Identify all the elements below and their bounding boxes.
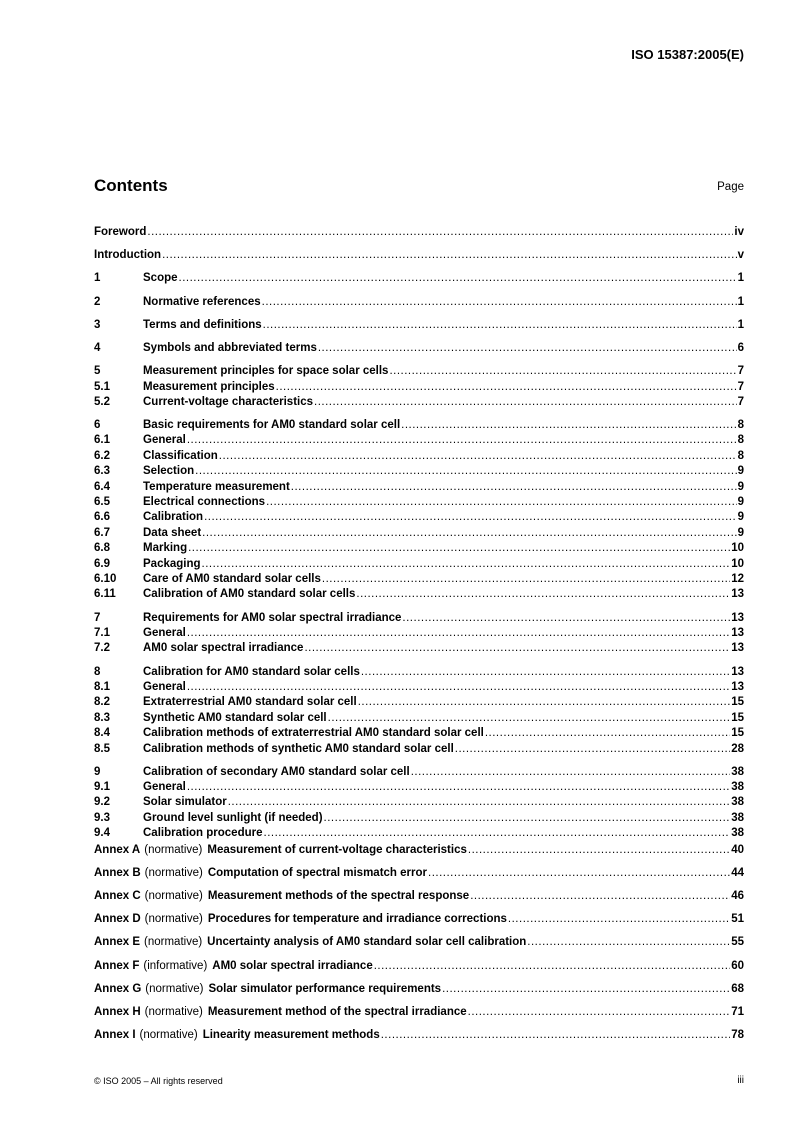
toc-entry-title: Calibration for AM0 standard solar cells bbox=[143, 665, 360, 678]
toc-entry-title: Measurement principles bbox=[143, 380, 275, 393]
toc-entry[interactable] bbox=[94, 318, 744, 333]
toc-entry[interactable] bbox=[94, 711, 744, 726]
annex-label: Annex D bbox=[94, 913, 141, 926]
dot-leader bbox=[389, 364, 736, 379]
annex-type: (normative) bbox=[144, 843, 203, 856]
toc-entry-page: 38 bbox=[731, 827, 744, 840]
toc-annex-entry[interactable] bbox=[94, 1028, 744, 1043]
dot-leader bbox=[219, 449, 737, 464]
annex-label: Annex E bbox=[94, 936, 141, 949]
toc-entry-title: AM0 solar spectral irradiance bbox=[143, 642, 304, 655]
toc-entry-title: Terms and definitions bbox=[143, 318, 262, 331]
dot-leader bbox=[179, 271, 737, 286]
toc-annex-entry[interactable] bbox=[94, 889, 744, 904]
toc-entry[interactable] bbox=[94, 765, 744, 780]
document-id: ISO 15387:2005(E) bbox=[631, 47, 744, 62]
annex-page: 71 bbox=[731, 1005, 744, 1018]
dot-leader bbox=[527, 935, 730, 950]
toc-annex-entry[interactable] bbox=[94, 959, 744, 974]
annex-page: 68 bbox=[731, 982, 744, 995]
dot-leader bbox=[428, 866, 730, 881]
toc-entry-page: 8 bbox=[737, 419, 744, 432]
annex-title: Computation of spectral mismatch error bbox=[207, 866, 427, 879]
dot-leader bbox=[264, 826, 731, 841]
dot-leader bbox=[187, 780, 730, 795]
toc-entry-number: 9.4 bbox=[94, 827, 110, 840]
dot-leader bbox=[442, 982, 730, 997]
toc-entry-title: Requirements for AM0 solar spectral irradiance bbox=[143, 611, 402, 624]
toc-entry-number: 9.1 bbox=[94, 781, 110, 794]
toc-entry[interactable] bbox=[94, 780, 744, 795]
annex-title: Procedures for temperature and irradiance corrections bbox=[207, 913, 507, 926]
toc-entry-page: 38 bbox=[731, 796, 744, 809]
dot-leader bbox=[470, 889, 730, 904]
toc-entry-number: 6.5 bbox=[94, 496, 110, 509]
dot-leader bbox=[187, 433, 737, 448]
toc-entry[interactable] bbox=[94, 742, 744, 757]
toc-entry[interactable] bbox=[94, 572, 744, 587]
toc-entry-page: 9 bbox=[737, 511, 744, 524]
toc-entry[interactable] bbox=[94, 695, 744, 710]
dot-leader bbox=[204, 510, 737, 525]
annex-type: (informative) bbox=[143, 959, 208, 972]
toc-entry-title: Normative references bbox=[143, 295, 261, 308]
toc-annex-entry[interactable] bbox=[94, 1005, 744, 1020]
toc-entry-page: iv bbox=[734, 226, 744, 238]
annex-title: Linearity measurement methods bbox=[202, 1029, 380, 1042]
toc-entry-title: Symbols and abbreviated terms bbox=[143, 341, 317, 354]
toc-entry-number: 6.6 bbox=[94, 511, 110, 524]
annex-title: Measurement method of the spectral irradiance bbox=[207, 1005, 467, 1018]
annex-label: Annex A bbox=[94, 843, 141, 856]
annex-page: 55 bbox=[731, 936, 744, 949]
toc-entry-page: 9 bbox=[737, 480, 744, 493]
dot-leader bbox=[188, 541, 730, 556]
toc-entry-number: 6.7 bbox=[94, 526, 110, 539]
toc-entry-title: Classification bbox=[143, 449, 218, 462]
toc-entry-page: 15 bbox=[731, 727, 744, 740]
toc-entry-title: Selection bbox=[143, 465, 195, 478]
toc-entry[interactable] bbox=[94, 641, 744, 656]
toc-entry-title: Calibration bbox=[143, 511, 204, 524]
toc-entry-title: General bbox=[143, 781, 186, 794]
annex-page: 46 bbox=[731, 890, 744, 903]
toc-entry-title: Calibration of AM0 standard solar cells bbox=[143, 588, 356, 601]
toc-entry-title: Data sheet bbox=[143, 526, 202, 539]
dot-leader bbox=[455, 742, 730, 757]
annex-label: Annex I bbox=[94, 1029, 136, 1042]
dot-leader bbox=[374, 959, 730, 974]
toc-entry-title: Calibration methods of synthetic AM0 standard solar cell bbox=[143, 742, 454, 755]
toc-entry-number: 8.4 bbox=[94, 727, 110, 740]
toc-entry-title: Introduction bbox=[94, 249, 162, 262]
toc-entry-number: 7.2 bbox=[94, 642, 110, 655]
toc-entry-page: 38 bbox=[731, 765, 744, 778]
toc-entry[interactable] bbox=[94, 587, 744, 602]
dot-leader bbox=[328, 711, 731, 726]
toc-entry-number: 5.2 bbox=[94, 395, 110, 408]
toc-entry-page: 13 bbox=[731, 626, 744, 639]
toc-entry-page: 38 bbox=[731, 781, 744, 794]
dot-leader bbox=[401, 418, 736, 433]
toc-entry[interactable] bbox=[94, 248, 744, 263]
toc-entry[interactable] bbox=[94, 380, 744, 395]
toc-entry[interactable] bbox=[94, 795, 744, 810]
toc-entry-number: 3 bbox=[94, 318, 101, 331]
toc-entry-number: 6.11 bbox=[94, 588, 116, 601]
dot-leader bbox=[402, 611, 730, 626]
toc-entry-number: 6.4 bbox=[94, 480, 110, 493]
dot-leader bbox=[356, 587, 730, 602]
toc-entry[interactable] bbox=[94, 611, 744, 626]
toc-entry-number: 6.9 bbox=[94, 557, 110, 570]
toc-entry-number: 6.3 bbox=[94, 465, 110, 478]
toc-entry-title: Calibration of secondary AM0 standard solar cell bbox=[143, 765, 410, 778]
toc-entry-number: 7 bbox=[94, 611, 101, 624]
toc-entry-page: 7 bbox=[737, 365, 744, 378]
toc-entry-title: Extraterrestrial AM0 standard solar cell bbox=[143, 696, 357, 709]
toc-entry-title: Scope bbox=[143, 272, 178, 285]
toc-entry-page: 28 bbox=[731, 742, 744, 755]
toc-entry-page: 9 bbox=[737, 496, 744, 509]
toc-entry-page: 13 bbox=[731, 642, 744, 655]
dot-leader bbox=[322, 572, 730, 587]
dot-leader bbox=[318, 341, 737, 356]
dot-leader bbox=[381, 1028, 730, 1043]
annex-type: (normative) bbox=[144, 866, 203, 879]
dot-leader bbox=[291, 480, 737, 495]
toc-entry[interactable] bbox=[94, 557, 744, 572]
toc-entry-page: 1 bbox=[737, 295, 744, 308]
toc-entry-number: 5 bbox=[94, 365, 101, 378]
dot-leader bbox=[358, 695, 731, 710]
toc-entry-number: 6 bbox=[94, 419, 101, 432]
toc-entry-title: Temperature measurement bbox=[143, 480, 290, 493]
toc-entry-page: 13 bbox=[731, 680, 744, 693]
dot-leader bbox=[262, 295, 737, 310]
toc-entry-number: 5.1 bbox=[94, 380, 110, 393]
annex-type: (normative) bbox=[144, 936, 203, 949]
toc-entry-number: 6.2 bbox=[94, 449, 110, 462]
annex-type: (normative) bbox=[144, 1005, 203, 1018]
dot-leader bbox=[187, 680, 730, 695]
annex-title: Solar simulator performance requirements bbox=[208, 982, 442, 995]
annex-label: Annex B bbox=[94, 866, 141, 879]
dot-leader bbox=[508, 912, 730, 927]
toc-entry-title: Current-voltage characteristics bbox=[143, 395, 314, 408]
dot-leader bbox=[147, 225, 733, 240]
toc-entry-number: 8.3 bbox=[94, 711, 110, 724]
toc-entry-page: 15 bbox=[731, 696, 744, 709]
toc-entry[interactable] bbox=[94, 680, 744, 695]
dot-leader bbox=[162, 248, 737, 263]
toc-entry-title: Calibration methods of extraterrestrial AM0 standard solar cell bbox=[143, 727, 484, 740]
toc-entry-number: 4 bbox=[94, 341, 101, 354]
toc-entry[interactable] bbox=[94, 480, 744, 495]
page-number: iii bbox=[737, 1075, 744, 1086]
page-column-label: Page bbox=[717, 181, 744, 193]
dot-leader bbox=[468, 843, 730, 858]
toc-entry-page: 13 bbox=[731, 665, 744, 678]
toc-entry[interactable] bbox=[94, 464, 744, 479]
dot-leader bbox=[468, 1005, 731, 1020]
toc-entry-title: Basic requirements for AM0 standard solar cell bbox=[143, 419, 401, 432]
annex-page: 40 bbox=[731, 843, 744, 856]
toc-annex-entry[interactable] bbox=[94, 912, 744, 927]
table-of-contents bbox=[94, 225, 744, 1044]
toc-entry-title: Packaging bbox=[143, 557, 201, 570]
toc-entry-page: 38 bbox=[731, 811, 744, 824]
dot-leader bbox=[195, 464, 736, 479]
toc-entry-page: 10 bbox=[731, 542, 744, 555]
toc-entry-title: Foreword bbox=[94, 226, 147, 238]
annex-title: Uncertainty analysis of AM0 standard solar cell calibration bbox=[207, 936, 527, 949]
annex-label: Annex F bbox=[94, 959, 140, 972]
toc-entry-page: 8 bbox=[737, 434, 744, 447]
dot-leader bbox=[276, 380, 737, 395]
toc-entry[interactable] bbox=[94, 526, 744, 541]
toc-entry[interactable] bbox=[94, 510, 744, 525]
dot-leader bbox=[324, 811, 731, 826]
toc-entry-number: 6.1 bbox=[94, 434, 110, 447]
toc-entry[interactable] bbox=[94, 665, 744, 680]
toc-entry-page: 12 bbox=[731, 573, 744, 585]
toc-entry-page: 15 bbox=[731, 711, 744, 724]
toc-entry-title: Marking bbox=[143, 542, 188, 555]
toc-entry[interactable] bbox=[94, 433, 744, 448]
annex-type: (normative) bbox=[145, 982, 204, 995]
dot-leader bbox=[304, 641, 730, 656]
toc-entry-number: 9.3 bbox=[94, 811, 110, 824]
dot-leader bbox=[202, 526, 736, 541]
dot-leader bbox=[361, 665, 730, 680]
toc-entry-number: 7.1 bbox=[94, 626, 110, 639]
annex-page: 60 bbox=[731, 959, 744, 972]
toc-annex-entry[interactable] bbox=[94, 866, 744, 881]
toc-entry-page: 13 bbox=[731, 611, 744, 624]
annex-page: 51 bbox=[731, 913, 744, 926]
dot-leader bbox=[263, 318, 737, 333]
annex-label: Annex H bbox=[94, 1005, 141, 1018]
dot-leader bbox=[202, 557, 731, 572]
annex-page: 44 bbox=[731, 866, 744, 879]
toc-entry-number: 2 bbox=[94, 295, 101, 308]
toc-entry[interactable] bbox=[94, 225, 744, 240]
dot-leader bbox=[228, 795, 730, 810]
toc-entry-title: Measurement principles for space solar cells bbox=[143, 365, 389, 378]
toc-entry-title: Electrical connections bbox=[143, 496, 266, 509]
toc-entry-page: 7 bbox=[737, 380, 744, 393]
toc-entry-number: 9.2 bbox=[94, 796, 110, 809]
toc-annex-entry[interactable] bbox=[94, 843, 744, 858]
toc-entry-page: 10 bbox=[731, 557, 744, 570]
toc-entry-title: General bbox=[143, 626, 186, 639]
toc-entry-page: 13 bbox=[731, 588, 744, 601]
dot-leader bbox=[187, 626, 730, 641]
toc-entry-page: 8 bbox=[737, 449, 744, 462]
dot-leader bbox=[411, 765, 731, 780]
toc-entry-page: v bbox=[737, 249, 744, 262]
annex-type: (normative) bbox=[139, 1029, 198, 1042]
toc-entry[interactable] bbox=[94, 395, 744, 410]
copyright-notice: © ISO 2005 – All rights reserved bbox=[94, 1076, 223, 1086]
toc-entry-number: 6.10 bbox=[94, 573, 117, 585]
toc-entry[interactable] bbox=[94, 418, 744, 433]
toc-annex-entry[interactable] bbox=[94, 935, 744, 950]
toc-entry[interactable] bbox=[94, 295, 744, 310]
annex-label: Annex C bbox=[94, 890, 141, 903]
toc-entry-page: 9 bbox=[737, 526, 744, 539]
annex-title: Measurement of current-voltage characteristics bbox=[207, 843, 467, 856]
toc-entry-number: 8.2 bbox=[94, 696, 110, 709]
toc-entry-title: Synthetic AM0 standard solar cell bbox=[143, 711, 327, 724]
contents-title: Contents bbox=[94, 176, 168, 195]
toc-entry[interactable] bbox=[94, 541, 744, 556]
dot-leader bbox=[314, 395, 737, 410]
toc-entry[interactable] bbox=[94, 341, 744, 356]
annex-title: AM0 solar spectral irradiance bbox=[212, 959, 373, 972]
toc-entry-title: General bbox=[143, 434, 186, 447]
annex-label: Annex G bbox=[94, 982, 142, 995]
annex-title: Measurement methods of the spectral response bbox=[207, 890, 470, 903]
toc-entry[interactable] bbox=[94, 626, 744, 641]
toc-entry-number: 1 bbox=[94, 272, 101, 285]
toc-entry-number: 8.5 bbox=[94, 742, 110, 755]
toc-entry-page: 6 bbox=[737, 341, 744, 354]
toc-entry-number: 8.1 bbox=[94, 680, 110, 693]
toc-annex-entry[interactable] bbox=[94, 982, 744, 997]
dot-leader bbox=[266, 495, 737, 510]
toc-entry-title: Care of AM0 standard solar cells bbox=[143, 573, 321, 585]
toc-entry[interactable] bbox=[94, 811, 744, 826]
toc-entry[interactable] bbox=[94, 271, 744, 286]
annex-type: (normative) bbox=[144, 890, 203, 903]
annex-page: 78 bbox=[731, 1029, 744, 1042]
toc-entry-number: 6.8 bbox=[94, 542, 110, 555]
toc-entry[interactable] bbox=[94, 826, 744, 841]
toc-entry-title: Solar simulator bbox=[143, 796, 227, 809]
toc-entry-page: 9 bbox=[737, 465, 744, 478]
toc-entry-title: General bbox=[143, 680, 186, 693]
dot-leader bbox=[485, 726, 730, 741]
toc-entry[interactable] bbox=[94, 495, 744, 510]
toc-entry[interactable] bbox=[94, 449, 744, 464]
toc-entry-title: Calibration procedure bbox=[143, 827, 263, 840]
toc-entry-page: 1 bbox=[737, 318, 744, 331]
toc-entry-page: 1 bbox=[737, 272, 744, 285]
toc-entry-page: 7 bbox=[737, 395, 744, 408]
annex-type: (normative) bbox=[144, 913, 203, 926]
toc-entry[interactable] bbox=[94, 726, 744, 741]
toc-entry-title: Ground level sunlight (if needed) bbox=[143, 811, 323, 824]
toc-entry-number: 8 bbox=[94, 665, 101, 678]
toc-entry-number: 9 bbox=[94, 765, 101, 778]
toc-entry[interactable] bbox=[94, 364, 744, 379]
